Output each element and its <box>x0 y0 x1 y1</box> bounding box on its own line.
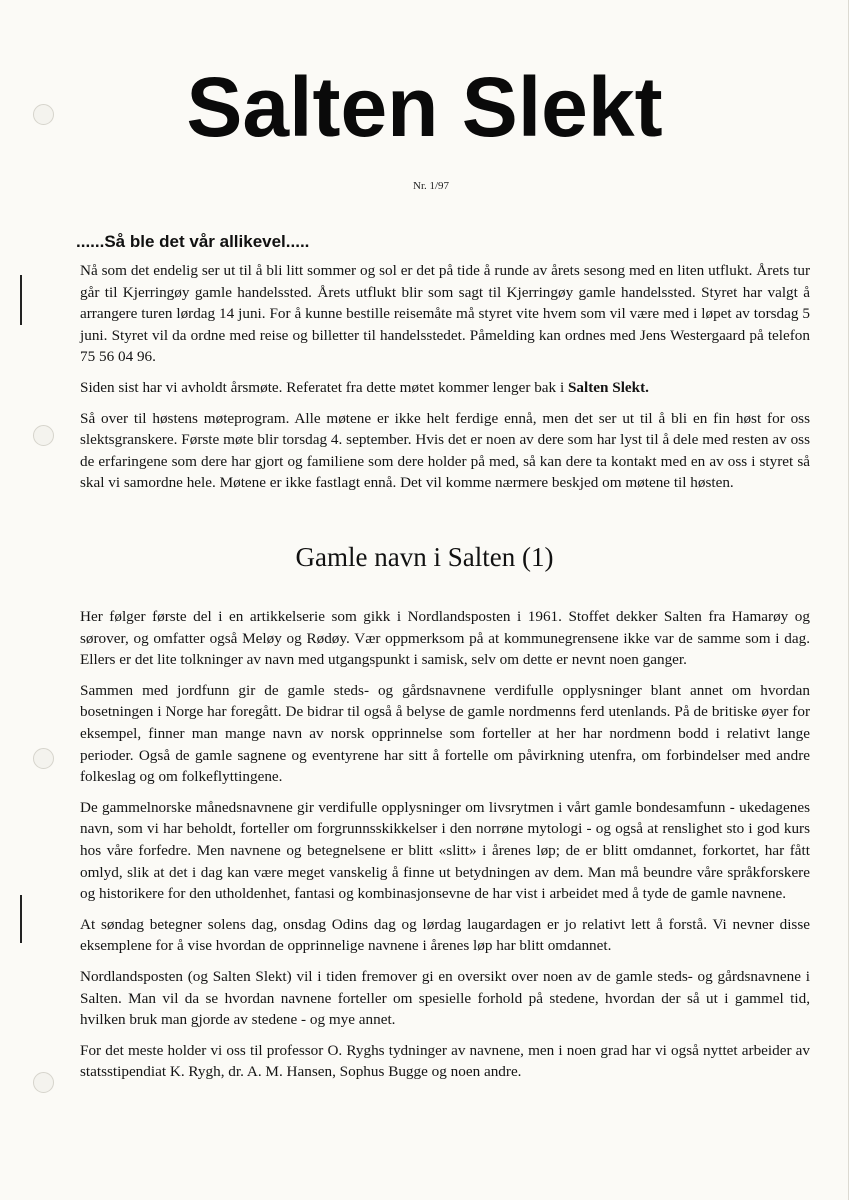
intro-section <box>80 260 810 503</box>
article-paragraph: At søndag betegner solens dag, onsdag Odins dag og lørdag laugardagen er jo relativt lett å forstå. Vi nevner disse eksemplene for å vise hvordan de opprinnelige navnene i årenes løp har blitt omdannet. <box>80 915 810 955</box>
intro-paragraph: Så over til høstens møteprogram. Alle møtene er ikke helt ferdige ennå, men det ser ut til å bli en fin høst for oss slektsgranskere. Første møte blir torsdag 4. september. Hvis det er noen av dere som har lyst til å dele med resten av oss de erfaringene som dere har gjort og familiene som dere holder på med, så kan dere ta kontakt med en av oss i styret så skal vi samordne hele. Møtene er ikke fastlagt ennå. Det vil komme nærmere beskjed om møtene til høsten. <box>80 409 810 492</box>
punch-hole <box>33 748 54 769</box>
intro-paragraph: Nå som det endelig ser ut til å bli litt sommer og sol er det på tide å runde av årets sesong med en liten utflukt. Årets tur går til Kjerringøy gamle handelssted. Årets utflukt blir som sagt til Kjerringøy gamle handelssted. Styret har valgt å arrangere turen lørdag 14 juni. For å kunne bestille reisemåte må styret vite hvem som vil være med i løpet av torsdag 5 juni. Styret vil da ordne med reise og billetter til handelsstedet. Påmelding kan ordnes med Jens Westergaard på telefon 75 56 04 96. <box>80 262 810 366</box>
article-paragraph: For det meste holder vi oss til professor O. Ryghs tydninger av navnene, men i noen grad har vi også nyttet arbeider av statsstipendiat K. Rygh, dr. A. M. Hansen, Sophus Bugge og noen andre. <box>80 1041 810 1081</box>
margin-marker <box>20 895 22 943</box>
intro-paragraph <box>80 377 810 399</box>
article-paragraph: Sammen med jordfunn gir de gamle steds- og gårdsnavnene verdifulle opplysninger blant annet om hvordan bosetningen i Norge har foregått. De bidrar til også å belyse de gamle nordmenns ferd utenlands. På de britiske øyer for eksempel, finner man mange navn av norsk opprinnelse som forteller at her har nordmenn bodd i relativt lange perioder. Også de gamle sagnene og eventyrene har sitt å fortelle om påvirkning utenfra, om forbindelser med andre folkeslag og om folkeflyttingene. <box>80 681 810 786</box>
article-title: Gamle navn i Salten (1) <box>295 542 554 572</box>
issue-number: Nr. 1/97 <box>413 180 450 192</box>
article-paragraph: De gammelnorske månedsnavnene gir verdifulle opplysninger om livsrytmen i vårt gamle bondesamfunn - ukedagenes navn, som vi har beholdt, forteller om forgrunnsskikkelser i den norrøne mytologi - og også at renslighet sto i god kurs hos våre forfedre. Men navnene og betegnelsene er blitt «slitt» i årenes løp; de er blitt omdannet, forkortet, har fått omlyd, slik at det i dag kan være meget vanskelig å finne ut betydningen av dem. Man må beundre våre språkforskere og historikere for den utholdenhet, fantasi og kombinasjonsevne de har vist i arbeidet med å tyde de gamle navnene. <box>80 798 810 903</box>
punch-hole <box>33 1072 54 1093</box>
punch-hole <box>33 425 54 446</box>
margin-marker <box>20 275 22 325</box>
intro-heading: ......Så ble det vår allikevel..... <box>76 232 310 251</box>
masthead-title: Salten Slekt <box>186 60 663 154</box>
article-paragraph: Her følger første del i en artikkelserie som gikk i Nordlandsposten i 1961. Stoffet dekker Salten fra Hamarøy og sørover, og omfatter også Meløy og Rødøy. Vær oppmerksom på at kommunegrensene ikke var de samme som i dag. Ellers er det lite tolkninger av navn med utgangspunkt i samisk, selv om dette er nevnt noen ganger. <box>80 608 810 669</box>
article-body <box>80 606 810 1092</box>
article-paragraph: Nordlandsposten (og Salten Slekt) vil i tiden fremover gi en oversikt over noen av de gamle steds- og gårdsnavnene i Salten. Man vil da se hvordan navnene forteller om spesielle forhold på stedene, hvordan der så ut i gammel tid, hvilken bruk man gjorde av stedene - og mye annet. <box>80 967 810 1029</box>
intro-paragraph-text: Siden sist har vi avholdt årsmøte. Referatet fra dette møtet kommer lenger bak i <box>80 378 568 396</box>
publication-name: Salten Slekt. <box>567 378 649 396</box>
